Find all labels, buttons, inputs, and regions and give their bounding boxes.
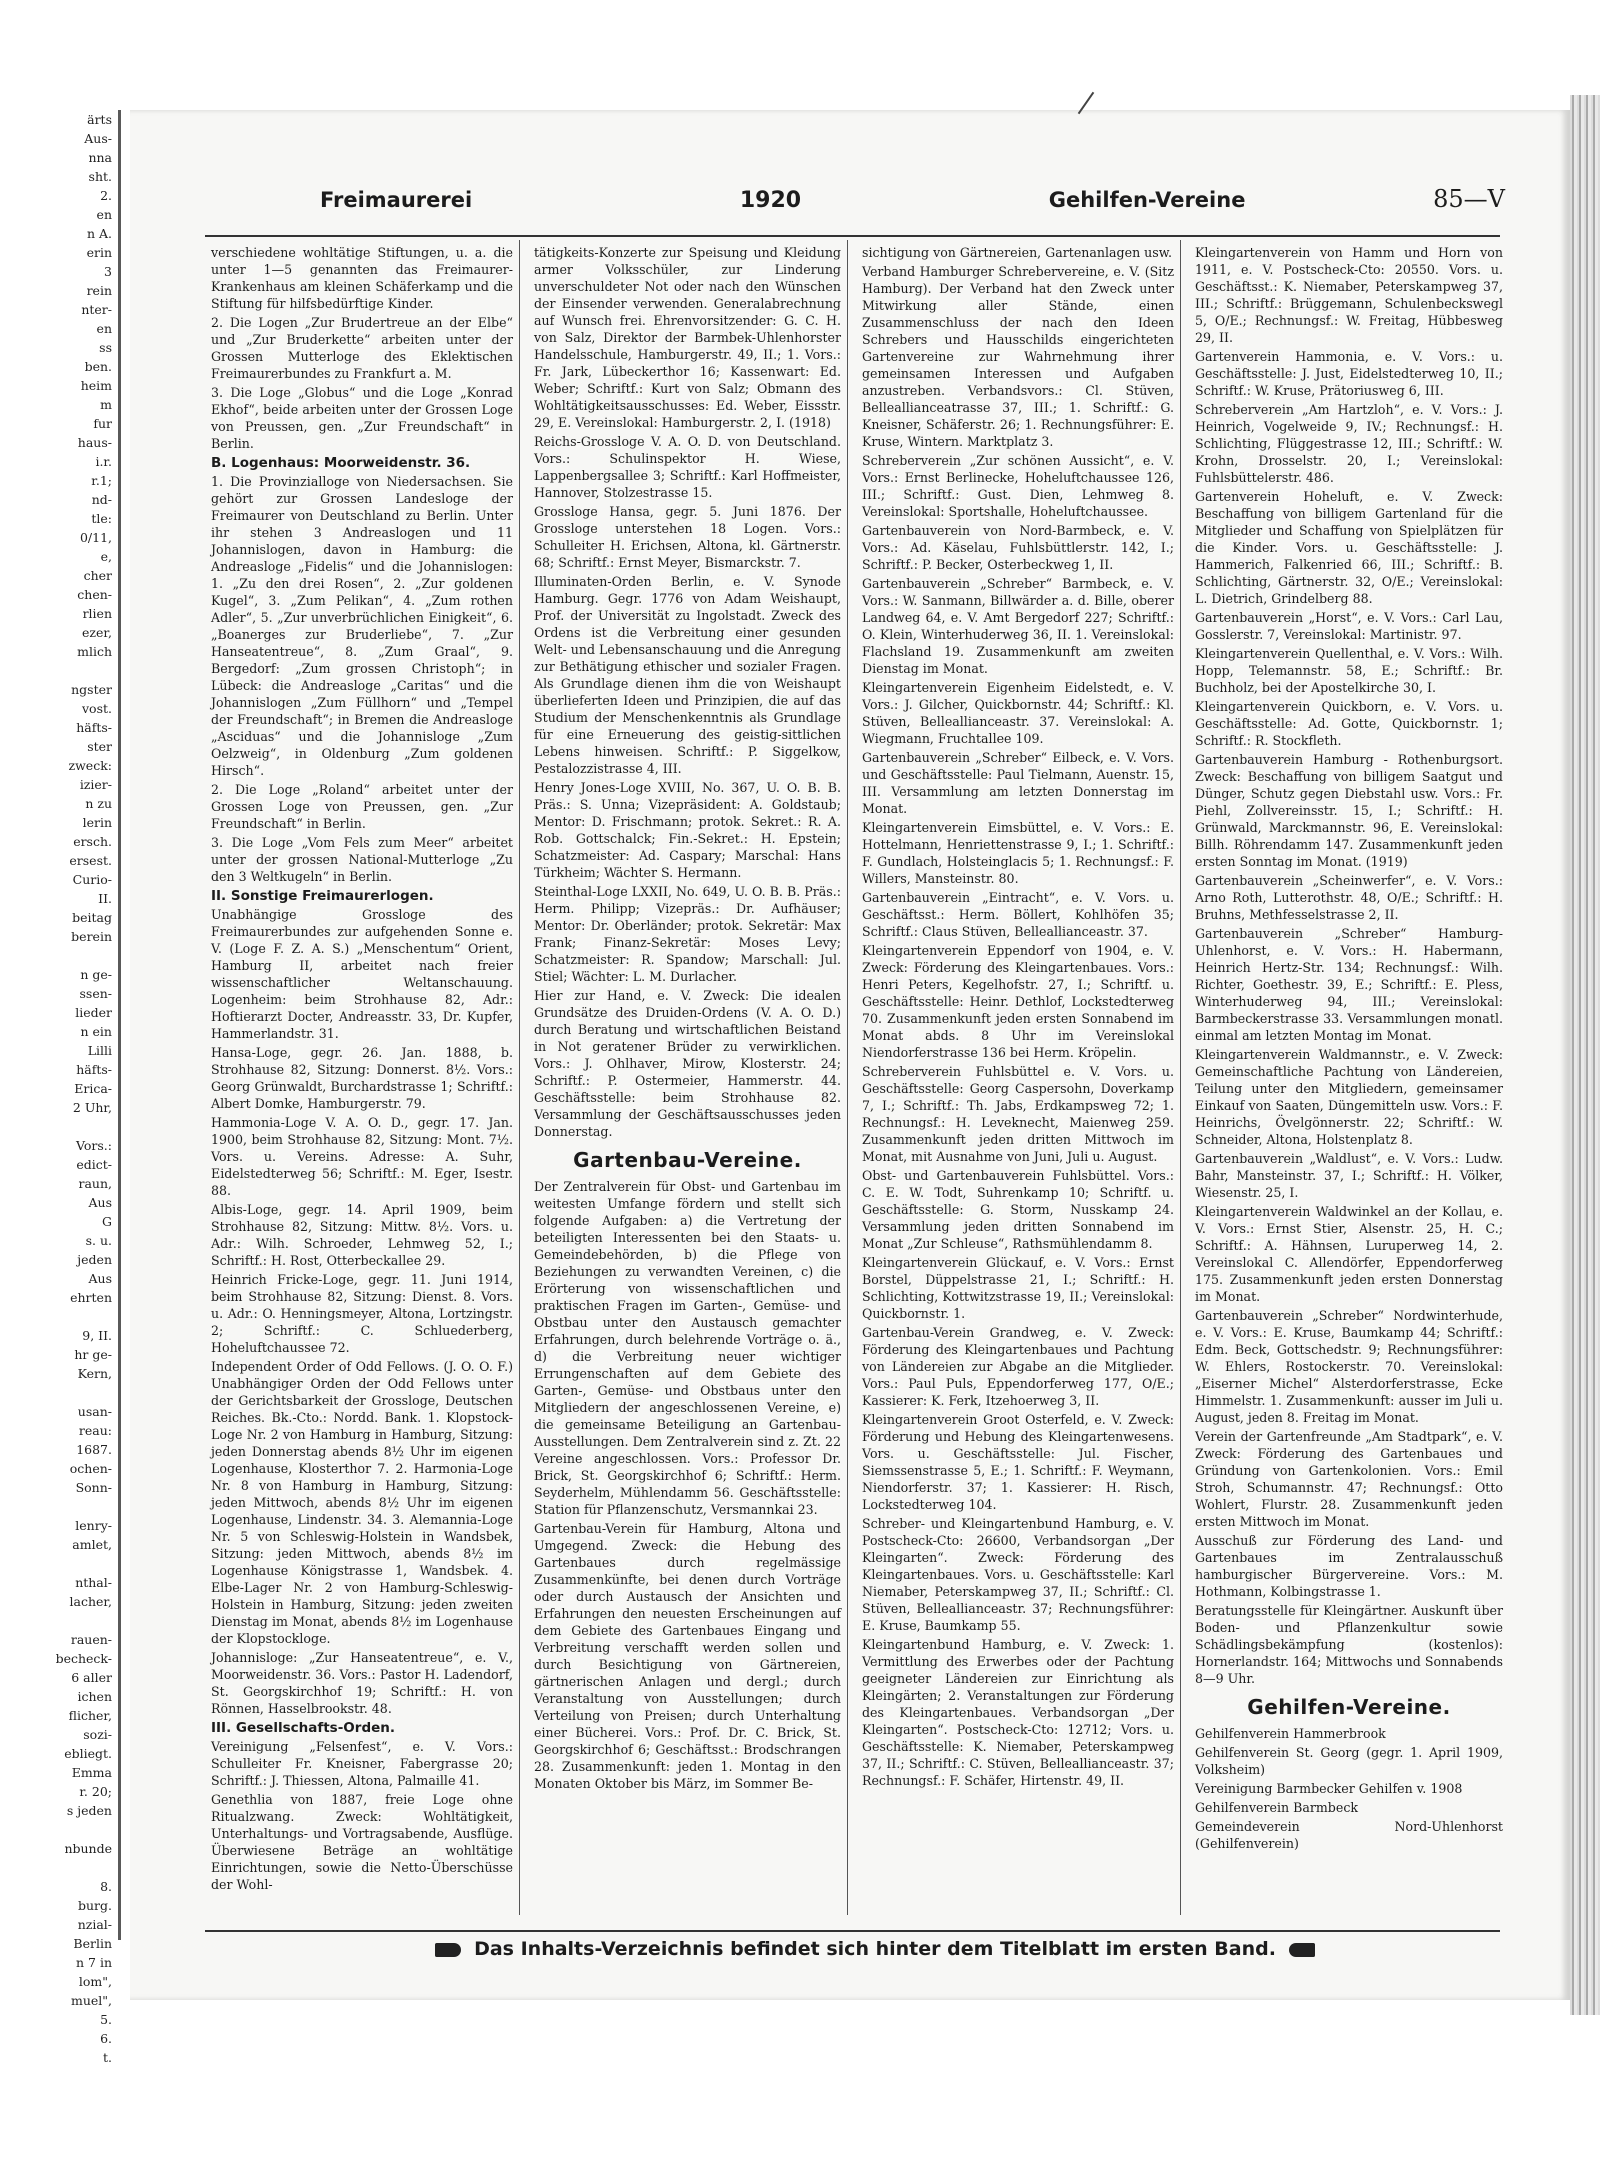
left-fragment-line: rauen- [70,1632,112,1647]
left-fragment-line: becheck- [55,1651,112,1666]
left-fragment-line: 6 aller [71,1670,112,1685]
left-fragment-line: ärts [87,112,112,127]
section-subheading: III. Gesellschafts-Orden. [211,1720,395,1736]
left-fragment-line: ersch. [73,834,112,849]
page-edge [1570,95,1600,2015]
left-fragment-line: heim [80,378,112,393]
directory-entry: Kleingartenbund Hamburg, e. V. Zweck: 1. Vermittlung des Erwerbes oder der Pachtung geeigneter Ländereien zur Einrichtung als Kleingärten; 2. Veranstaltungen zur Förderung des Kleingartenbaues. Verbandsorgan „Der Kleingarten“. Postscheck-Cto: 12712; Vors. u. Geschäftsstelle: K. Niemaber, Peterskampweg 37, II.; Schriftf.: C. Stüven, Belleallianceastr. 37; Rechnungsf.: F. Schäfer, Hirtenstr. 49, II. [862,1637,1174,1788]
left-fragment-line: en [96,207,112,222]
left-fragment-line: nna [88,150,112,165]
left-fragment-line: haus- [77,435,112,450]
header-rule [205,235,1500,237]
directory-entry: Gartenbauverein „Schreber“ Nordwinterhude, e. V. Vors.: E. Kruse, Baumkamp 44; Schriftf.: Edm. Beck, Gottschedstr. 9; Rechnungsführer: W. Ehlers, Rostockerstr. 70. Vereinslokal: „Eiserner Michel“ Alsterdorferstrasse, Ecke Himmelstr. 1. Zusammenkunft: ausser im Juli u. August, jeden 8. Freitag im Monat. [1195,1308,1503,1425]
directory-entry: Verein der Gartenfreunde „Am Stadtpark“, e. V. Zweck: Förderung des Gartenbaues und Gründung von Gartenkolonien. Vors.: Emil Stroh, Schumannstr. 47; Rechnungsf.: Otto Wohlert, Flurstr. 28. Zusammenkunft jeden ersten Mittwoch im Monat. [1195,1429,1503,1529]
directory-entry: Obst- und Gartenbauverein Fuhlsbüttel. Vors.: C. E. W. Todt, Suhrenkamp 10; Schriftf. u. Geschäftsstelle: G. Storm, Nusskamp 24. Versammlung jeden dritten Sonnabend im Monat „Zur Schleuse“, Rathsmühlendamm 8. [862,1168,1174,1251]
left-fragment-line [0,1554,118,1573]
left-fragment-line: rlien [82,606,112,621]
directory-entry: Gartenbau-Verein für Hamburg, Altona und Umgegend. Zweck: die Hebung des Gartenbaues durch regelmässige Zusammenkünfte, bei denen durch Vorträge oder durch Austausch der Ansichten und Erfahrungen den neuesten Erscheinungen auf dem Gebiete des Gartenbaues Eingang und Verbreitung verschafft werden sollen und durch Besichtigung von Gärtnereien, gärtnerischen Anlagen und dergl.; durch Veranstaltung von Ausstellungen; durch Verteilung von Preisen; durch Unterhaltung einer Bücherei. Vors.: Prof. Dr. C. Brick, St. Georgskirchhof 6; Geschäftsst.: Brodschrangen 28. Zusammenkunft: jeden 1. Montag in den Monaten Oktober bis März, im Sommer Be- [534,1521,841,1791]
left-fragment-line: ichen [77,1689,112,1704]
directory-entry: Johannisloge: „Zur Hanseatentreue“, e. V., Moorweidenstr. 36. Vors.: Pastor H. Ladendorf, St. Georgskirchhof 19; Schriftf.: H. von Rönnen, Hasselbrookstr. 48. [211,1650,513,1716]
directory-entry: Independent Order of Odd Fellows. (J. O. O. F.) Unabhängiger Orden der Odd Fellows unter der Gerichtsbarkeit der Grossloge, Deutschen Reiches. Bk.-Cto.: Nordd. Bank. 1. Klopstock-Loge Nr. 2 von Hamburg in Hamburg, Sitzung: jeden Donnerstag abends 8½ Uhr im eigenen Logenhause, Klosterthor 7. 2. Harmonia-Loge Nr. 8 von Hamburg in Hamburg, Sitzung: jeden Mittwoch, abends 8½ Uhr im eigenen Logenhause, Lindenstr. 34. 3. Alemannia-Loge Nr. 5 von Schleswig-Holstein in Wandsbek, Sitzung: jeden Mittwoch, abends 8½ im Logenhause Königstrasse 1, Wandsbek. 4. Elbe-Lager Nr. 2 von Hamburg-Schleswig-Holstein in Hamburg, Sitzung: jeden zweiten Dienstag im Monat, abends 8½ im Logenhause der Klopstockloge. [211,1359,513,1646]
left-fragment-line: lom", [78,1974,112,1989]
left-fragment-line: lerin [82,815,112,830]
left-fragment-line: 9, II. [82,1328,112,1343]
left-fragment-line: ersest. [69,853,112,868]
left-fragment-line: berein [71,929,112,944]
directory-entry: Reichs-Grossloge V. A. O. D. von Deutschland. Vors.: Schulinspektor H. Wiese, Lappenbergsallee 3; Schriftf.: Karl Hoffmeister, Hannover, Stolzestrasse 15. [534,434,841,500]
directory-entry: Gartenbauverein „Waldlust“, e. V. Vors.: Ludw. Bahr, Mansteinstr. 37, I.; Schriftf.: H. Völker, Wiesenstr. 25, I. [1195,1151,1503,1200]
header-year: 1920 [739,188,802,213]
directory-entry: 3. Die Loge „Vom Fels zum Meer“ arbeitet unter der grossen National-Mutterloge „Zu den 3 Weltkugeln“ in Berlin. [211,835,513,884]
directory-entry: verschiedene wohltätige Stiftungen, u. a. die unter 1—5 genannten das Freimaurer-Krankenhaus am kleinen Schäferkamp und die Stiftung für hilfsbedürftige Kinder. [211,245,513,311]
directory-entry: Kleingartenverein Waldwinkel an der Kollau, e. V. Vors.: Ernst Stier, Alsenstr. 25, H. C.; Schriftf.: A. Hähnsen, Luruperweg 14, 2. Vereinslokal C. Allendörfer, Eppendorferweg 175. Zusammenkunft jeden ersten Donnerstag im Monat. [1195,1204,1503,1304]
left-fragment-line: r. 20; [79,1784,112,1799]
directory-entry: Grossloge Hansa, gegr. 5. Juni 1876. Der Grossloge unterstehen 18 Logen. Vors.: Schulleiter H. Erichsen, Altona, kl. Gärtnerstr. 68; Schriftf.: Ernst Meyer, Bismarckstr. 7. [534,504,841,570]
left-fragment-line: nd- [91,492,112,507]
left-fragment-line [0,1611,118,1630]
left-fragment-line: ngster [71,682,112,697]
pointing-hand-icon [435,1943,461,1957]
left-fragment-line: n 7 in [76,1955,112,1970]
footer-note [375,1938,1375,1960]
header-right-title: Gehilfen-Vereine [1048,188,1246,212]
directory-entry: tätigkeits-Konzerte zur Speisung und Kleidung armer Volksschüler, zur Linderung unverschuldeter Not oder nach den Wünschen der Einsender verwenden. Generalabrechnung auf Wunsch frei. Ehrenvorsitzender: G. C. H. von Salz, Direktor der Barmbek-Uhlenhorster Handelsschule, Hamburgerstr. 49, II.; 1. Vors.: Fr. Jark, Lübeckerthor 16; Kassenwart: Ed. Weber; Schriftf.: Kurt von Salz; Obmann des Wohltätigkeitsausschusses: Ed. Weber, Eissstr. 29, E. Vereinslokal: Hamburgerstr. 2, I. (1918) [534,245,841,430]
directory-entry: 2. Die Logen „Zur Brudertreue an der Elbe“ und „Zur Bruderkette“ arbeiten unter der Grossen Mutterloge des Eklektischen Freimaurerbundes zu Frankfurt a. M. [211,315,513,381]
left-fragment-line: s jeden [66,1803,112,1818]
header-left-title: Freimaurerei [320,188,473,212]
left-fragment-line: ster [87,739,112,754]
left-fragment-line: nbunde [64,1841,112,1856]
directory-entry: Vereinigung Barmbecker Gehilfen v. 1908 [1195,1781,1463,1796]
left-fragment-line: mlich [77,644,112,659]
left-fragment-line: e, [100,549,112,564]
page-number: 85—V [1433,185,1505,213]
left-fragment-line: reau: [78,1423,112,1438]
left-fragment-line [0,1307,118,1326]
left-fragment-line: Aus- [84,131,112,146]
directory-entry: Der Zentralverein für Obst- und Gartenbau im weitesten Umfange fördern und stellt sich folgende Aufgaben: a) die Vertretung der beteiligten Interessenten bei den Staats- u. Gemeindebehörden, b) die Pflege von Beziehungen zu verwandten Vereinen, c) die Erörterung von wissenschaftlichen und praktischen Fragen im Garten-, Gemüse- und Obstbau unter den Austausch gemachter Erfahrungen, durch belehrende Vorträge o. ä., d) die Verbreitung neuer wichtiger Errungenschaften auf dem Gebiete des Garten-, Gemüse- und Obstbaus unter den Mitgliedern der angeschlossenen Vereine, e) die gemeinsame Beteiligung an Gartenbau-Ausstellungen. Dem Zentralverein sind z. Zt. 22 Vereine angeschlossen. Vors.: Professor Dr. Brick, St. Georgskirchhof 6; Schriftf.: Herm. Seyderhelm, Mühlendamm 56. Geschäftsstelle: Station für Pflanzenschutz, Versmannkai 23. [534,1179,841,1517]
left-fragment-line: erin [86,245,112,260]
left-fragment-line: 2 Uhr, [72,1100,112,1115]
left-fragment-line: izier- [79,777,112,792]
column-1 [205,240,520,1915]
left-fragment-line: Emma [71,1765,112,1780]
directory-entry: Schreberverein „Zur schönen Aussicht“, e. V. Vors.: Ernst Berlinecke, Hoheluftchaussee 126, III.; Schriftf.: Gust. Dien, Lehmweg 8. Vereinslokal: Sportshalle, Hoheluftchaussee. [862,453,1174,519]
directory-entry: Unabhängige Grossloge des Freimaurerbundes zur aufgehenden Sonne e. V. (Loge F. Z. A. S.) „Menschentum“ Orient, Hamburg II, arbeitet nach freier wissenschaftlicher Weltanschauung. Logenheim: beim Strohhause 82, Adr.: Hoftierarzt Docter, Andreasstr. 33, Dr. Kupfer, Hammerlandstr. 31. [211,907,513,1041]
directory-entry: 2. Die Loge „Roland“ arbeitet unter der Grossen Loge von Preussen, gen. „Zur Freundschaft“ in Berlin. [211,782,513,831]
directory-entry: Verband Hamburger Schrebervereine, e. V. (Sitz Hamburg). Der Verband hat den Zweck unter Mitwirkung aller Stände, einen Zusammenschluss der nach den Ideen Schrebers und Hausschilds eingerichteten Gartenvereine zur Wahrnehmung ihrer gemeinsamen Interessen und Aufgaben anzustreben. Verbandsvors.: Cl. Stüven, Belleallianceatrasse 37, III.; 1. Schriftf.: G. Kneisner, Schäferstr. 26; 1. Rechnungsführer: E. Kruse, Wintern. Marktplatz 3. [862,264,1174,449]
section-title: Gehilfen-Vereine. [1247,1695,1451,1719]
directory-entry: Heinrich Fricke-Loge, gegr. 11. Juni 1914, beim Strohhause 82, Sitzung: Dienst. 8. Vors. u. Adr.: O. Henningsmeyer, Altona, Lortzingstr. 2; Schriftf.: C. Schluederberg, Hoheluftchaussee 72. [211,1272,513,1355]
left-page-fragment [0,110,121,2065]
left-fragment-line [0,661,118,680]
left-fragment-line: vost. [82,701,112,716]
left-fragment-line: 3 [104,264,112,279]
left-fragment-line: ss [99,340,112,355]
text-columns [205,240,1505,1915]
directory-entry: Gartenbauverein „Scheinwerfer“, e. V. Vors.: Arno Roth, Lutterothstr. 48, O/E.; Schriftf.: H. Bruhns, Methfesselstrasse 2, II. [1195,873,1503,922]
directory-entry: Hier zur Hand, e. V. Zweck: Die idealen Grundsätze des Druiden-Ordens (V. A. O. D.) durch Beratung und wirtschaftlichen Beistand in Not geratener Brüder zu verwirklichen. Vors.: J. Ohlhaver, Mirow, Klosterstr. 24; Schriftf.: P. Ostermeier, Hammerstr. 44. Geschäftsstelle: beim Strohhause 82. Versammlung der Geschäftsausschusses jeden Donnerstag. [534,988,841,1139]
directory-entry: Genethlia von 1887, freie Loge ohne Ritualzwang. Zweck: Wohltätigkeit, Unterhaltungs- und Vortragsabende, Ausflüge. Überwiesene Beträge an wohltätige Einrichtungen, sowie die Netto-Überschüsse der Wohl- [211,1792,513,1892]
directory-entry: Kleingartenverein Glückauf, e. V. Vors.: Ernst Borstel, Düppelstrasse 21, I.; Schriftf.: H. Schlichting, Kottwitzstrasse 19, II.; Vereinslokal: Quickbornstr. 1. [862,1255,1174,1321]
left-fragment-line: 6. [100,2031,112,2046]
left-fragment-line: Kern, [77,1366,112,1381]
left-fragment-line: beitag [72,910,112,925]
directory-entry: Kleingartenverein Eppendorf von 1904, e. V. Zweck: Förderung des Kleingartenbaues. Vors.: Henri Peters, Kegelhofstr. 27, I.; Schriftf. u. Geschäftsstelle: Heinr. Dethlof, Lockstedterweg 70. Zusammenkunft jeden ersten Sonnabend im Monat abds. 8 Uhr im Vereinslokal Niendorferstrasse 136 bei Herm. Kröpelin. [862,943,1174,1060]
directory-entry: 1. Die Provinzialloge von Niedersachsen. Sie gehört zur Grossen Landesloge der Freimaurer von Deutschland zu Berlin. Unter ihr stehen 3 Andreaslogen und 11 Johannislogen, davon in Hamburg: die Andreasloge „Fidelis“ und die Johannislogen: 1. „Zu den drei Rosen“, 2. „Zur goldenen Kugel“, 3. „Zum Pelikan“, 4. „Zum rothen Adler“, 5. „Zur unverbrüchlichen Einigkeit“, 6. „Boanerges zur Bruderliebe“, 7. „Zur Hanseatentreue“, 8. „Zum Graal“, 9. Bergedorf: „Zum grossen Christoph“; in Lübeck: die Andreasloge „Caritas“ und die Johannislogen „Zum Füllhorn“ und „Tempel der Freundschaft“; in Bremen die Andreasloge „Asciduas“ und die Johannisloge „Zum Oelzweig“, in Oldenburg „Zum goldenen Hirsch“. [211,474,513,778]
left-fragment-line: lieder [75,1005,112,1020]
left-fragment-line: burg. [77,1898,112,1913]
running-head [205,185,1505,225]
left-fragment-line [0,1820,118,1839]
left-fragment-line: Vors.: [76,1138,112,1153]
directory-entry: Kleingartenverein Eimsbüttel, e. V. Vors.: E. Hottelmann, Henriettenstrasse 9, I.; 1. Schriftf.: F. Gundlach, Holsteinglacis 5; 1. Rechnungsf.: F. Willers, Mansteinstr. 80. [862,820,1174,886]
left-fragment-line: r.1; [91,473,112,488]
column-2 [528,240,848,1915]
directory-entry: Kleingartenverein Waldmannstr., e. V. Zweck: Gemeinschaftliche Pachtung von Ländereien, Teilung unter den Mitgliedern, gemeinsamer Einkauf von Saaten, Düngemitteln usw. Vors.: F. Heinrichs, Övelgönnerstr. 22; Schriftf.: W. Schneider, Altona, Holstenplatz 8. [1195,1047,1503,1147]
left-fragment-line: rein [86,283,112,298]
directory-entry: Kleingartenverein Eigenheim Eidelstedt, e. V. Vors.: J. Gilcher, Quickbornstr. 44; Schriftf.: Kl. Stüven, Belleallianceastr. 37. Vereinslokal: A. Wiegmann, Fruchtallee 109. [862,680,1174,746]
directory-entry: Gartenverein Hammonia, e. V. Vors.: u. Geschäftsstelle: J. Just, Eidelstedterweg 10, II.; Schriftf.: W. Kruse, Prätoriusweg 6, III. [1195,349,1503,398]
directory-entry: Kleingartenverein von Hamm und Horn von 1911, e. V. Postscheck-Cto: 20550. Vors. u. Geschäftsst.: K. Niemaber, Peterskampweg 37, III.; Schriftf.: Brüggemann, Schulenbeckswegl 5, O/E.; Rechnungsf.: W. Freitag, Hübbesweg 29, II. [1195,245,1503,345]
left-fragment-line: n zu [85,796,112,811]
directory-entry: Gartenbauverein Hamburg - Rothenburgsort. Zweck: Beschaffung von billigem Saatgut und Dünger, Schutz gegen Diebstahl usw. Vors.: Fr. Piehl, Zollvereinsstr. 15, I.; Schriftf.: H. Grünwald, Marckmannstr. 96, E. Vereinslokal: Billh. Röhrendamm 147. Zusammenkunft jeden ersten Sonntag im Monat. (1919) [1195,752,1503,869]
section-subheading: II. Sonstige Freimaurerlogen. [211,888,434,904]
left-fragment-line: cher [83,568,112,583]
directory-entry: Vereinigung „Felsenfest“, e. V. Vors.: Schulleiter Fr. Kneisner, Fabergrasse 20; Schriftf.: J. Thiessen, Altona, Palmaille 41. [211,1739,513,1788]
left-fragment-line: lenry- [75,1518,112,1533]
left-fragment-line: ebliegt. [64,1746,112,1761]
left-fragment-line: n ein [80,1024,112,1039]
left-fragment-line: Erica- [74,1081,112,1096]
left-fragment-line: ehrten [70,1290,112,1305]
directory-entry: Kleingartenverein Quellenthal, e. V. Vors.: Wilh. Hopp, Telemannstr. 58, E.; Schriftf.: Br. Buchholz, bei der Apostelkirche 30, I. [1195,646,1503,695]
left-fragment-line: Aus [88,1195,112,1210]
left-fragment-line: 2. [100,188,112,203]
left-fragment-line: ben. [84,359,112,374]
pointing-hand-icon [1289,1943,1315,1957]
left-fragment-line: nzial- [77,1917,112,1932]
left-fragment-line: ezer, [82,625,112,640]
left-fragment-line: raun, [78,1176,112,1191]
directory-entry: Albis-Loge, gegr. 14. April 1909, beim Strohhause 82, Sitzung: Mittw. 8½. Vors. u. Adr.: Wilh. Schroeder, Lehmweg 52, I.; Schriftf.: H. Rost, Otterbeckallee 29. [211,1202,513,1268]
directory-entry: Kleingartenverein Groot Osterfeld, e. V. Zweck: Förderung und Hebung des Kleingartenwesens. Vors. u. Geschäftsstelle: Jul. Fischer, Siemssenstrasse 5, E.; 1. Schriftf.: F. Weymann, Niendorferstr. 37; 1. Kassierer: H. Risch, Lockstedterweg 104. [862,1412,1174,1512]
left-fragment-line: flicher, [68,1708,112,1723]
directory-entry: Gartenverein Hoheluft, e. V. Zweck: Beschaffung von billigem Gartenland für die Mitglieder und Schaffung von Spielplätzen für die Kinder. Vors. u. Geschäftsstelle: J. Hammerich, Falkenried 66, III.; Schriftf.: B. Schlichting, Gärtnerstr. 32, O/E.; Vereinslokal: L. Dietrich, Grindelberg 88. [1195,489,1503,606]
directory-entry: 3. Die Loge „Globus“ und die Loge „Konrad Ekhof“, beide arbeiten unter der Grossen Loge von Preussen, gen. „Zur Freundschaft“ in Berlin. [211,385,513,451]
left-fragment-line: Aus [88,1271,112,1286]
directory-entry: Hansa-Loge, gegr. 26. Jan. 1888, b. Strohhause 82, Sitzung: Donnerst. 8½. Vors.: Georg Grünwaldt, Burchardstrasse 1; Schriftf.: Albert Domke, Hamburgerstr. 79. [211,1045,513,1111]
left-fragment-line: Berlin [73,1936,112,1951]
directory-entry: Illuminaten-Orden Berlin, e. V. Synode Hamburg. Gegr. 1776 von Adam Weishaupt, Prof. der Universität zu Ingolstadt. Zweck des Ordens ist die Verbreitung einer gesunden Welt- und Lebensanschauung und die Anregung zur Bethätigung ethischer und sozialer Fragen. Als Grundlage dienen ihm die von Weishaupt überlieferten Ideen und Prinzipien, die auf das Studium der Menschenkenntnis als Grundlage für eine Erneuerung des geistig-sittlichen Lebens hinweisen. Schriftf.: P. Siggelkow, Pestalozzistrasse 4, III. [534,574,841,776]
left-fragment-line: nter- [81,302,112,317]
left-fragment-line: edict- [76,1157,112,1172]
directory-entry: Gehilfenverein St. Georg (gegr. 1. April 1909, Volksheim) [1195,1745,1503,1777]
footer-note-text: Das Inhalts-Verzeichnis befindet sich hinter dem Titelblatt im ersten Band. [474,1938,1276,1960]
directory-entry: Gartenbauverein „Eintracht“, e. V. Vors. u. Geschäftsst.: Herm. Böllert, Kohlhöfen 35; Schriftf.: Claus Stüven, Belleallianceastr. 37. [862,890,1174,939]
book-page [130,110,1580,2000]
left-fragment-line: amlet, [72,1537,112,1552]
directory-entry: Beratungsstelle für Kleingärtner. Auskunft über Boden- und Pflanzenkultur sowie Schädlingsbekämpfung (kostenlos): Hornerlandstr. 164; Mittwochs und Sonnabends 8—9 Uhr. [1195,1603,1503,1686]
directory-entry: Hammonia-Loge V. A. O. D., gegr. 17. Jan. 1900, beim Strohhause 82, Sitzung: Mont. 7½. Vors. u. Vereins. Adresse: A. Suhr, Eidelstedterweg 56; Schriftf.: M. Eger, Isestr. 88. [211,1115,513,1198]
left-fragment-line: 8. [100,1879,112,1894]
left-fragment-line: ochen- [69,1461,112,1476]
left-fragment-line: s. u. [85,1233,112,1248]
left-fragment-line [0,1383,118,1402]
left-fragment-line: chen- [77,587,112,602]
directory-entry: Kleingartenverein Quickborn, e. V. Vors. u. Geschäftsstelle: Ad. Gotte, Quickbornstr. 1; Schriftf.: R. Stockfleth. [1195,699,1503,748]
left-fragment-line: sozi- [83,1727,112,1742]
directory-entry: Ausschuß zur Förderung des Land- und Gartenbaues im Zentralausschuß hamburgischer Bürgervereine. Vors.: M. Hothmann, Kolbingstrasse 1. [1195,1533,1503,1599]
directory-entry: Steinthal-Loge LXXII, No. 649, U. O. B. B. Präs.: Herm. Philipp; Vizepräs.: Dr. Aufhäuser; Mentor: Dr. Oberländer; protok. Sekretär: Max Frank; Finanz-Sekretär: Moses Levy; Schatzmeister: R. Spandow; Marschall: Jul. Stiel; Wächter: L. M. Durlacher. [534,884,841,984]
left-fragment-line: Curio- [72,872,112,887]
left-fragment-line: häfts- [76,720,112,735]
left-fragment-line: hr ge- [74,1347,112,1362]
left-fragment-line: häfts- [76,1062,112,1077]
directory-entry: Schreberverein „Am Hartzloh“, e. V. Vors.: J. Heinrich, Vogelweide 9, IV.; Rechnungsf.: H. Schlichting, Flüggestrasse 12, III.; Schriftf.: W. Krohn, Drosselstr. 20, I.; Vereinslokal: Fuhlsbüttelerstr. 486. [1195,402,1503,485]
directory-entry: Gartenbauverein „Schreber“ Barmbeck, e. V. Vors.: W. Sanmann, Billwärder a. d. Bille, oberer Landweg 64, e. V. Amt Bergedorf 227; Schriftf.: O. Klein, Winterhuderweg 36, II. 1. Vereinslokal: Flachsland 19. Zusammenkunft am zweiten Dienstag im Monat. [862,576,1174,676]
left-fragment-line: lacher, [69,1594,112,1609]
left-fragment-line: t. [103,2050,112,2065]
directory-entry: Gartenbau-Verein Grandweg, e. V. Zweck: Förderung des Kleingartenbaues und Pachtung von Ländereien zur Abgabe an die Mitglieder. Vors.: Paul Puls, Eppendorferweg 177, O/E.; Kassierer: K. Ferk, Itzehoerweg 3, II. [862,1325,1174,1408]
directory-entry: Gemeindeverein Nord-Uhlenhorst (Gehilfenverein) [1195,1819,1503,1851]
directory-entry: Gartenbauverein „Schreber“ Hamburg-Uhlenhorst, e. V. Vors.: H. Habermann, Heinrich Hertz-Str. 134; Rechnungsf.: Wilh. Richter, Goethestr. 39, E.; Schriftf.: E. Pless, Winterhuderweg 94, III.; Vereinslokal: Barmbeckerstrasse 33. Versammlungen monatl. einmal am letzten Montag im Monat. [1195,926,1503,1043]
left-fragment-line: zweck: [68,758,112,773]
directory-entry: Schreber- und Kleingartenbund Hamburg, e. V. Postscheck-Cto: 26600, Verbandsorgan „Der Kleingarten“. Zweck: Förderung des Kleingartenbaues. Vors. u. Geschäftsstelle: Karl Niemaber, Peterskampweg 37, II.; Schriftf.: Cl. Stüven, Belleallianceastr. 37; Rechnungsführer: E. Kruse, Baumkamp 55. [862,1516,1174,1633]
column-3 [856,240,1181,1915]
left-fragment-line [0,1858,118,1877]
footer-rule [205,1930,1500,1932]
column-4 [1189,240,1509,1915]
left-fragment-line: sht. [88,169,112,184]
directory-entry: Schreberverein Fuhlsbüttel e. V. Vors. u. Geschäftsstelle: Georg Caspersohn, Doverkamp 7, I.; Schriftf.: Th. Jabs, Erdkampsweg 72; 1. Rechnungsf.: H. Leveknecht, Maienweg 259. Zusammenkunft jeden dritten Mittwoch im Monat, mit Ausnahme von Juni, Juli u. August. [862,1064,1174,1164]
directory-entry: Gartenbauverein „Horst“, e. V. Vors.: Carl Lau, Gosslerstr. 7, Vereinslokal: Martinistr. 97. [1195,610,1503,642]
left-fragment-line: Sonn- [75,1480,112,1495]
directory-entry: sichtigung von Gärtnereien, Gartenanlagen usw. [862,245,1173,260]
directory-entry: Henry Jones-Loge XVIII, No. 367, U. O. B. B. Präs.: S. Unna; Vizepräsident: A. Goldstaub; Mentor: D. Frischmann; protok. Sekret.: R. A. Rob. Gottschalck; Fin.-Sekret.: H. Epstein; Schatzmeister: Ad. Caspary; Marschal: Hans Türkheim; Wächter S. Hermann. [534,780,841,880]
left-fragment-line: n A. [86,226,112,241]
left-fragment-line: 0/11, [79,530,112,545]
left-fragment-line: tle: [91,511,112,526]
left-fragment-line: usan- [77,1404,112,1419]
left-fragment-line [0,1497,118,1516]
directory-entry: Gehilfenverein Barmbeck [1195,1800,1359,1815]
left-fragment-line: nthal- [75,1575,112,1590]
left-fragment-line: Lilli [87,1043,112,1058]
left-fragment-line: jeden [77,1252,112,1267]
section-title: Gartenbau-Vereine. [573,1148,802,1172]
left-fragment-line: ssen- [79,986,112,1001]
directory-entry: Gehilfenverein Hammerbrook [1195,1726,1386,1741]
section-subheading: B. Logenhaus: Moorweidenstr. 36. [211,455,471,471]
left-fragment-line: 1687. [76,1442,112,1457]
left-fragment-line: en [96,321,112,336]
left-fragment-line [0,946,118,965]
left-fragment-line: i.r. [95,454,112,469]
left-fragment-line: II. [98,891,112,906]
left-fragment-line: G [102,1214,112,1229]
left-fragment-line [0,1117,118,1136]
left-fragment-line: n ge- [80,967,112,982]
directory-entry: Gartenbauverein „Schreber“ Eilbeck, e. V. Vors. und Geschäftsstelle: Paul Tielmann, Auenstr. 15, III. Versammlung am letzten Donnerstag im Monat. [862,750,1174,816]
left-fragment-line: muel", [70,1993,112,2008]
left-fragment-line: fur [93,416,112,431]
left-fragment-line: m [100,397,112,412]
left-fragment-line: 5. [100,2012,112,2027]
directory-entry: Gartenbauverein von Nord-Barmbeck, e. V. Vors.: Ad. Käselau, Fuhlsbüttlerstr. 142, I.; Schriftf.: P. Becker, Osterbeckweg 1, II. [862,523,1174,572]
